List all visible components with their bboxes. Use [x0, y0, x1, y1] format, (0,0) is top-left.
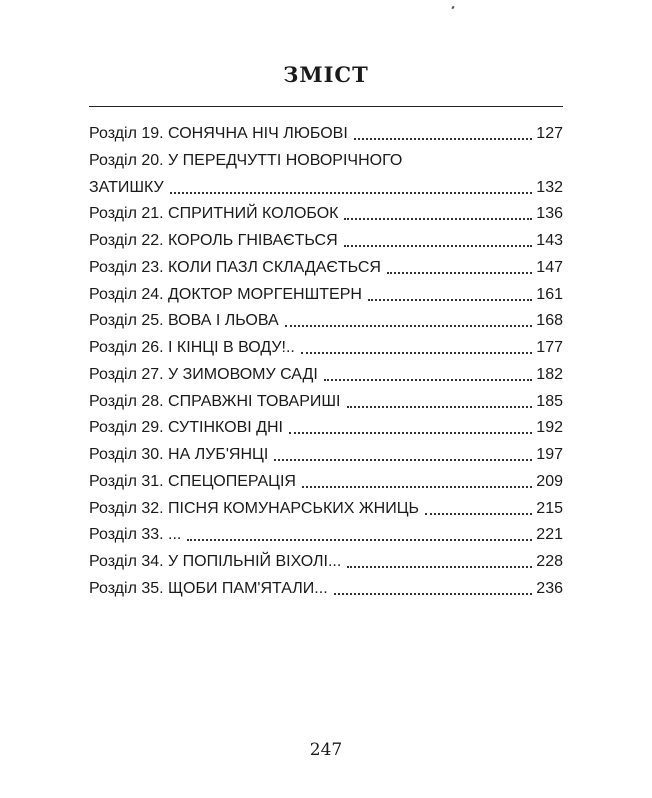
- toc-entry: [89, 445, 563, 465]
- toc-entry-label: Розділ 28. СПРАВЖНІ ТОВАРИШІ: [89, 392, 341, 410]
- toc-entry: [89, 231, 563, 251]
- toc-entry-label: Розділ 34. У ПОПІЛЬНІЙ ВІХОЛІ...: [89, 553, 342, 570]
- dot-leader: [301, 352, 532, 354]
- toc-entry: [89, 579, 563, 599]
- toc-entry-page: 161: [536, 285, 563, 303]
- dot-leader: [324, 379, 533, 381]
- toc-entry-page: 147: [536, 258, 563, 276]
- dot-leader: [387, 272, 532, 274]
- dot-leader: [344, 218, 532, 220]
- dot-leader: [347, 566, 532, 568]
- toc-entry-page: 185: [536, 392, 563, 410]
- dot-leader: [274, 459, 532, 461]
- dot-leader: [334, 593, 533, 595]
- toc-entry-label: Розділ 23. КОЛИ ПАЗЛ СКЛАДАЄТЬСЯ: [89, 258, 381, 276]
- toc-entry-label: Розділ 32. ПІСНЯ КОМУНАРСЬКИХ ЖНИЦЬ: [89, 499, 420, 517]
- toc-entry-page: 132: [536, 178, 563, 196]
- dot-leader: [347, 406, 533, 408]
- table-of-contents: [89, 124, 563, 606]
- toc-entry-label: Розділ 35. ЩОБИ ПАМ'ЯТАЛИ...: [89, 579, 328, 597]
- toc-entry-label: Розділ 29. СУТІНКОВІ ДНІ: [89, 419, 283, 437]
- dot-leader: [354, 138, 533, 140]
- toc-entry: [89, 418, 563, 438]
- print-speck: [451, 6, 454, 10]
- toc-entry-label: Розділ 19. СОНЯЧНА НІЧ ЛЮБОВІ: [89, 125, 348, 142]
- toc-entry-page: 192: [536, 419, 563, 437]
- toc-entry-page: 143: [536, 232, 563, 249]
- toc-entry: [89, 311, 563, 331]
- toc-entry-label: Розділ 22. КОРОЛЬ ГНІВАЄТЬСЯ: [89, 232, 338, 249]
- toc-entry-label: Розділ 27. У ЗИМОВОМУ САДІ: [89, 365, 318, 383]
- dot-leader: [368, 299, 532, 301]
- toc-entry-page: 236: [536, 579, 563, 597]
- dot-leader: [289, 432, 532, 434]
- toc-entry-label: ЗАТИШКУ: [89, 178, 164, 196]
- toc-entry: [89, 258, 563, 278]
- toc-entry-page: 127: [536, 125, 563, 142]
- toc-entry: [89, 365, 563, 385]
- toc-entry-label: Розділ 26. І КІНЦІ В ВОДУ!..: [89, 339, 295, 356]
- dot-leader: [302, 486, 532, 488]
- page-title: ЗМІСТ: [283, 62, 369, 87]
- toc-entry: [89, 552, 563, 572]
- toc-entry-page: 221: [536, 526, 563, 544]
- toc-entry: [89, 392, 563, 412]
- toc-entry-page: 182: [536, 365, 563, 383]
- toc-entry: [89, 204, 563, 224]
- toc-entry-label-line1: Розділ 20. У ПЕРЕДЧУТТІ НОВОРІЧНОГО: [89, 151, 403, 169]
- toc-entry-label: Розділ 33. ...: [89, 526, 182, 544]
- toc-entry-page: 228: [536, 553, 563, 570]
- toc-entry: [89, 525, 563, 545]
- toc-entry-page: 177: [536, 339, 563, 356]
- dot-leader: [187, 539, 532, 541]
- toc-entry-page: 209: [536, 472, 563, 490]
- toc-entry: [89, 178, 563, 198]
- title-divider: [89, 106, 563, 107]
- toc-entry-page: 215: [536, 499, 563, 517]
- toc-entry-label: Розділ 21. СПРИТНИЙ КОЛОБОК: [89, 205, 339, 223]
- toc-entry: [89, 338, 563, 358]
- dot-leader: [344, 245, 533, 247]
- dot-leader: [170, 192, 533, 194]
- page-number: 247: [309, 740, 343, 760]
- toc-entry-label: Розділ 24. ДОКТОР МОРГЕНШТЕРН: [89, 285, 362, 303]
- toc-entry: [89, 285, 563, 305]
- toc-entry-label: Розділ 31. СПЕЦОПЕРАЦІЯ: [89, 472, 296, 490]
- dot-leader: [285, 325, 533, 327]
- toc-entry-page: 136: [536, 205, 563, 223]
- toc-entry-page: 197: [536, 446, 563, 463]
- dot-leader: [425, 513, 532, 515]
- toc-entry: [89, 499, 563, 519]
- toc-entry-label: Розділ 30. НА ЛУБ'ЯНЦІ: [89, 446, 269, 463]
- toc-entry-label: Розділ 25. ВОВА І ЛЬОВА: [89, 312, 279, 330]
- toc-entry: [89, 124, 563, 144]
- toc-entry-page: 168: [536, 312, 563, 330]
- toc-entry: [89, 472, 563, 492]
